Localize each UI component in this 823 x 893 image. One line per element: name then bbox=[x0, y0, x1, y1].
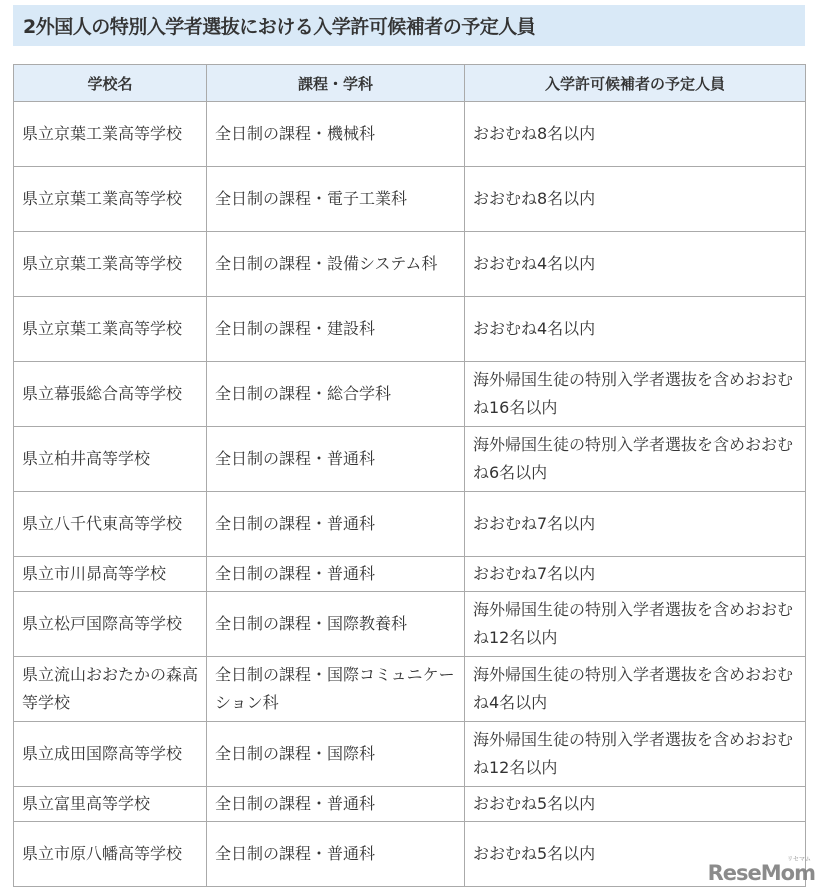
table-row bbox=[14, 492, 806, 557]
watermark-ruby: リセマム bbox=[787, 856, 811, 863]
resemom-watermark-logo bbox=[707, 856, 815, 885]
cell-course: 全日制の課程・電子工業科 bbox=[207, 167, 465, 232]
cell-course: 全日制の課程・普通科 bbox=[207, 557, 465, 592]
cell-school: 県立柏井高等学校 bbox=[14, 427, 207, 492]
table-row bbox=[14, 232, 806, 297]
cell-course: 全日制の課程・総合学科 bbox=[207, 362, 465, 427]
cell-course: 全日制の課程・普通科 bbox=[207, 492, 465, 557]
admission-quota-table bbox=[13, 64, 806, 887]
cell-school: 県立八千代東高等学校 bbox=[14, 492, 207, 557]
cell-school: 県立富里高等学校 bbox=[14, 787, 207, 822]
cell-quota: 海外帰国生徒の特別入学者選抜を含めおおむね6名以内 bbox=[465, 427, 806, 492]
cell-course: 全日制の課程・国際科 bbox=[207, 722, 465, 787]
column-header-course: 課程・学科 bbox=[207, 65, 465, 102]
table-row bbox=[14, 557, 806, 592]
cell-school: 県立成田国際高等学校 bbox=[14, 722, 207, 787]
cell-quota: おおむね4名以内 bbox=[465, 232, 806, 297]
cell-course: 全日制の課程・国際コミュニケーション科 bbox=[207, 657, 465, 722]
table-row bbox=[14, 427, 806, 492]
table-header-row bbox=[14, 65, 806, 102]
table-row bbox=[14, 297, 806, 362]
cell-quota: 海外帰国生徒の特別入学者選抜を含めおおむね12名以内 bbox=[465, 722, 806, 787]
cell-school: 県立京葉工業高等学校 bbox=[14, 232, 207, 297]
cell-quota: おおむね7名以内 bbox=[465, 557, 806, 592]
column-header-school: 学校名 bbox=[14, 65, 207, 102]
cell-quota: おおむね5名以内 bbox=[465, 787, 806, 822]
cell-course: 全日制の課程・普通科 bbox=[207, 822, 465, 887]
cell-school: 県立京葉工業高等学校 bbox=[14, 297, 207, 362]
cell-school: 県立幕張総合高等学校 bbox=[14, 362, 207, 427]
table-row bbox=[14, 657, 806, 722]
cell-course: 全日制の課程・国際教養科 bbox=[207, 592, 465, 657]
watermark-text: ReseMom bbox=[707, 861, 815, 885]
cell-course: 全日制の課程・設備システム科 bbox=[207, 232, 465, 297]
table-row bbox=[14, 787, 806, 822]
cell-school: 県立松戸国際高等学校 bbox=[14, 592, 207, 657]
cell-quota: おおむね5名以内 bbox=[465, 822, 806, 887]
cell-course: 全日制の課程・普通科 bbox=[207, 427, 465, 492]
cell-quota: おおむね8名以内 bbox=[465, 102, 806, 167]
section-heading: 2外国人の特別入学者選抜における入学許可候補者の予定人員 bbox=[13, 5, 805, 46]
cell-school: 県立市川昴高等学校 bbox=[14, 557, 207, 592]
table-row bbox=[14, 592, 806, 657]
cell-school: 県立京葉工業高等学校 bbox=[14, 102, 207, 167]
column-header-quota: 入学許可候補者の予定人員 bbox=[465, 65, 806, 102]
cell-quota: おおむね7名以内 bbox=[465, 492, 806, 557]
cell-school: 県立市原八幡高等学校 bbox=[14, 822, 207, 887]
cell-quota: 海外帰国生徒の特別入学者選抜を含めおおむね4名以内 bbox=[465, 657, 806, 722]
table-row bbox=[14, 102, 806, 167]
cell-quota: 海外帰国生徒の特別入学者選抜を含めおおむね12名以内 bbox=[465, 592, 806, 657]
cell-quota: おおむね4名以内 bbox=[465, 297, 806, 362]
table-row bbox=[14, 722, 806, 787]
cell-school: 県立流山おおたかの森高等学校 bbox=[14, 657, 207, 722]
table-row bbox=[14, 167, 806, 232]
cell-school: 県立京葉工業高等学校 bbox=[14, 167, 207, 232]
cell-course: 全日制の課程・建設科 bbox=[207, 297, 465, 362]
cell-quota: 海外帰国生徒の特別入学者選抜を含めおおむね16名以内 bbox=[465, 362, 806, 427]
table-row bbox=[14, 362, 806, 427]
cell-course: 全日制の課程・機械科 bbox=[207, 102, 465, 167]
cell-course: 全日制の課程・普通科 bbox=[207, 787, 465, 822]
cell-quota: おおむね8名以内 bbox=[465, 167, 806, 232]
table-row bbox=[14, 822, 806, 887]
